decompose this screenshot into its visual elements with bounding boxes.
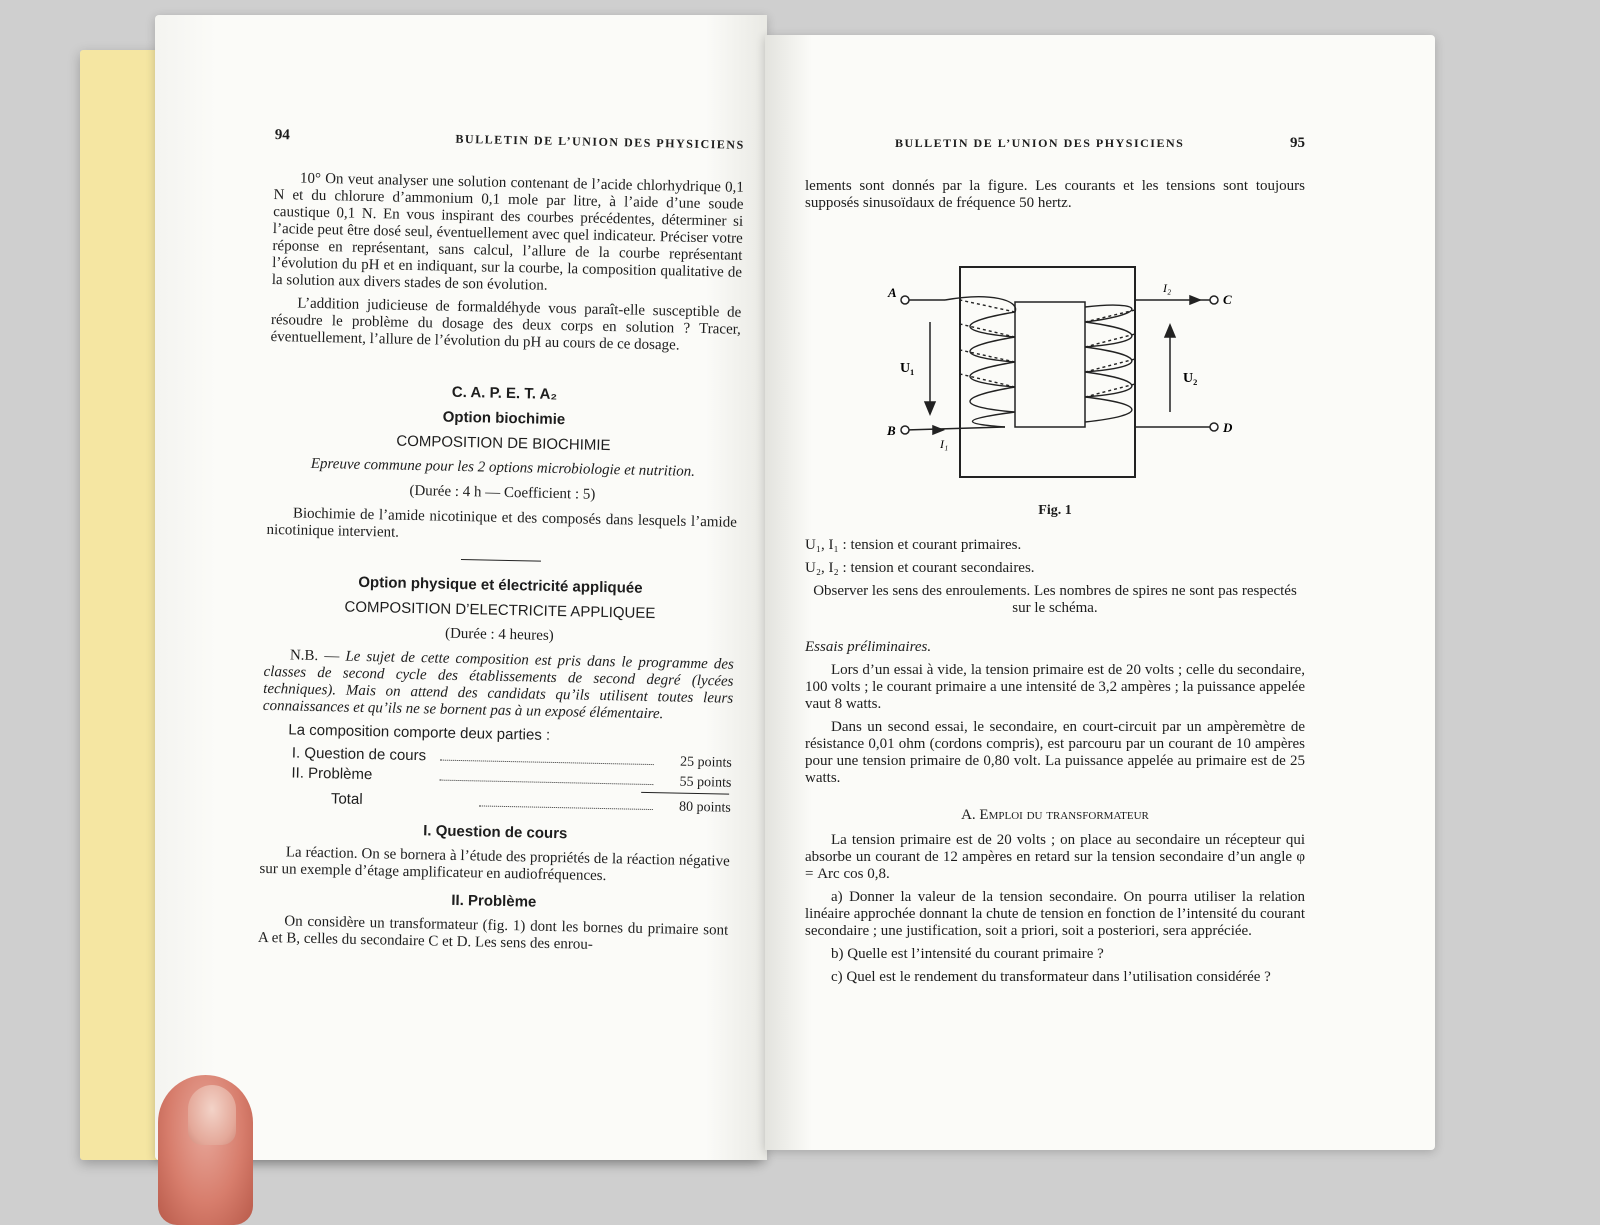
- transformer-figure: [805, 252, 1305, 492]
- total-points: 80 points: [678, 799, 731, 816]
- section-2-title: II. Problème: [451, 891, 537, 911]
- duree-biochimie: (Durée : 4 h — Coefficient : 5): [409, 482, 596, 503]
- terminal-C: [1210, 296, 1218, 304]
- terminal-D: [1210, 423, 1218, 431]
- essais-title: Essais préliminaires.: [805, 639, 932, 655]
- left-page-content: [258, 127, 745, 963]
- question-10-paragraph: 10° On veut analyser une solution contenant de l’acide chlorhydrique 0,1 N et du chlorure d’ammonium 0,1 mole par litre, à l’aide d’une soude caustique 0,1 N. En vous inspirant des courbes précédentes, déterminer si l’acide peut être dosé seul, éventuellement avec quel indicateur. Préciser votre réponse en représentant, sans calcul, l’allure de la courbe représentant l’évolution du pH et en indiquant, sur la courbe, la composition qualitative de la solution aux divers stades de son évolution.: [271, 170, 744, 294]
- label-I2: I₂: [1163, 281, 1172, 295]
- question-b: b) Quelle est l’intensité du courant primaire ?: [831, 946, 1104, 962]
- primary-winding: [945, 297, 1016, 427]
- section-2-text: On considère un transformateur (fig. 1) dont les bornes du primaire sont A et B, celles du secondaire C et D. Les sens des enrou-: [257, 913, 729, 953]
- part-label: II. Problème: [291, 764, 373, 784]
- biochimie-subject: Biochimie de l’amide nicotinique et des composés dans lesquels l’amide nicotinique intervient.: [266, 505, 737, 541]
- legend-note: Observer les sens des enroulements. Les nombres de spires ne sont pas respectés sur le schéma.: [813, 583, 1297, 616]
- right-running-header: [805, 135, 1305, 152]
- legend-secondary: U₂, I₂ : tension et courant secondaires.: [805, 560, 1035, 576]
- label-I1: I₁: [940, 437, 949, 451]
- part-points: 25 points: [679, 754, 732, 771]
- thumbnail: [188, 1085, 236, 1145]
- label-B: B: [887, 423, 896, 438]
- option-physique: Option physique et électricité appliquée: [358, 573, 643, 597]
- right-page-number: 95: [1290, 135, 1305, 151]
- terminal-A: [901, 296, 909, 304]
- label-U1: U₁: [900, 361, 915, 376]
- points-table: [261, 744, 732, 817]
- label-C: C: [1223, 292, 1232, 307]
- nb-note: [263, 647, 734, 725]
- left-running-head: BULLETIN DE L’UNION DES PHYSICIENS: [455, 131, 745, 152]
- transformer-diagram: [805, 252, 1305, 492]
- epreuve-commune: Epreuve commune pour les 2 options microbiologie et nutrition.: [310, 455, 696, 480]
- left-running-header: [275, 127, 745, 154]
- label-U2: U₂: [1183, 371, 1198, 386]
- question-a: a) Donner la valeur de la tension secondaire. On pourra utiliser la relation linéaire approchée donnant la chute de tension en fonction de l’intensité du courant secondaire ; une justification, soit a priori, soit a posteriori, sera appréciée.: [805, 889, 1305, 939]
- problem-continuation: lements sont donnés par la figure. Les courants et les tensions sont toujours supposés sinusoïdaux de fréquence 50 hertz.: [805, 178, 1305, 211]
- label-D: D: [1223, 420, 1233, 435]
- right-running-head: BULLETIN DE L’UNION DES PHYSICIENS: [895, 136, 1185, 150]
- secondary-winding: [1085, 305, 1135, 422]
- capet-title: C. A. P. E. T. A₂: [451, 383, 558, 403]
- nb-text: Le sujet de cette composition est pris dans le programme des classes de second cycle des établissements de second degré (lycées techniques). Mais on attend des candidats qu’ils utilisent toutes leurs connaissances et qu’ils ne se bornent pas à un exposé élémentaire.: [262, 648, 735, 723]
- left-page: [155, 15, 767, 1160]
- terminal-B: [901, 426, 909, 434]
- legend-primary: U₁, I₁ : tension et courant primaires.: [805, 537, 1022, 553]
- duree-electricite: (Durée : 4 heures): [444, 625, 554, 644]
- question-c: c) Quel est le rendement du transformateur dans l’utilisation considérée ?: [831, 969, 1271, 985]
- part-label: I. Question de cours: [291, 744, 427, 765]
- label-A: A: [888, 285, 897, 300]
- nb-lead: N.B. —: [289, 647, 340, 665]
- composition-biochimie: COMPOSITION DE BIOCHIMIE: [396, 432, 611, 455]
- voltage-arrows: [925, 296, 1200, 434]
- parts-intro: La composition comporte deux parties :: [288, 721, 551, 744]
- left-page-number: 94: [274, 127, 290, 144]
- question-10-formaldehyde: L’addition judicieuse de formaldéhyde vous paraît-elle susceptible de résoudre le problème du dosage des deux corps en solution ? Tracer, éventuellement, l’allure de l’évolution du pH au cours de ce dosage.: [270, 295, 742, 354]
- right-page-content: [805, 135, 1305, 992]
- section-1-title: I. Question de cours: [423, 822, 568, 843]
- section-a-title: A. Emploi du transformateur: [961, 807, 1149, 823]
- option-biochimie: Option biochimie: [442, 408, 566, 429]
- section-a-text: La tension primaire est de 20 volts ; on place au secondaire un récepteur qui absorbe un courant de 12 ampères en retard sur la tension secondaire d’un angle φ = Arc cos 0,8.: [805, 832, 1305, 882]
- part-points: 55 points: [679, 774, 732, 791]
- composition-electricite: COMPOSITION D’ELECTRICITE APPLIQUEE: [344, 598, 656, 623]
- connection-wires: [905, 300, 1210, 430]
- section-1-text: La réaction. On se bornera à l’étude des propriétés de la réaction négative sur un exemple d’étage amplificateur en audiofréquences.: [259, 844, 730, 885]
- essai-a-vide: Lors d’un essai à vide, la tension primaire est de 20 volts ; celle du secondaire, 100 volts ; le courant primaire a une intensité de 3,2 ampères ; la puissance appelée vaut 8 watts.: [805, 662, 1305, 712]
- figure-caption: Fig. 1: [1038, 503, 1072, 518]
- total-label: Total: [330, 790, 363, 808]
- essai-court-circuit: Dans un second essai, le secondaire, en court-circuit par un ampèremètre de résistance 0,01 ohm (cordons compris), est parcouru par un courant de 10 ampères pour une tension primaire de 0,80 volt. La puissance appelée au primaire est de 25 watts.: [805, 719, 1305, 786]
- transformer-core-window: [1015, 302, 1085, 427]
- total-rule: [641, 792, 729, 795]
- transformer-core-outer: [960, 267, 1135, 477]
- section-divider: [461, 559, 541, 562]
- right-page: [765, 35, 1435, 1150]
